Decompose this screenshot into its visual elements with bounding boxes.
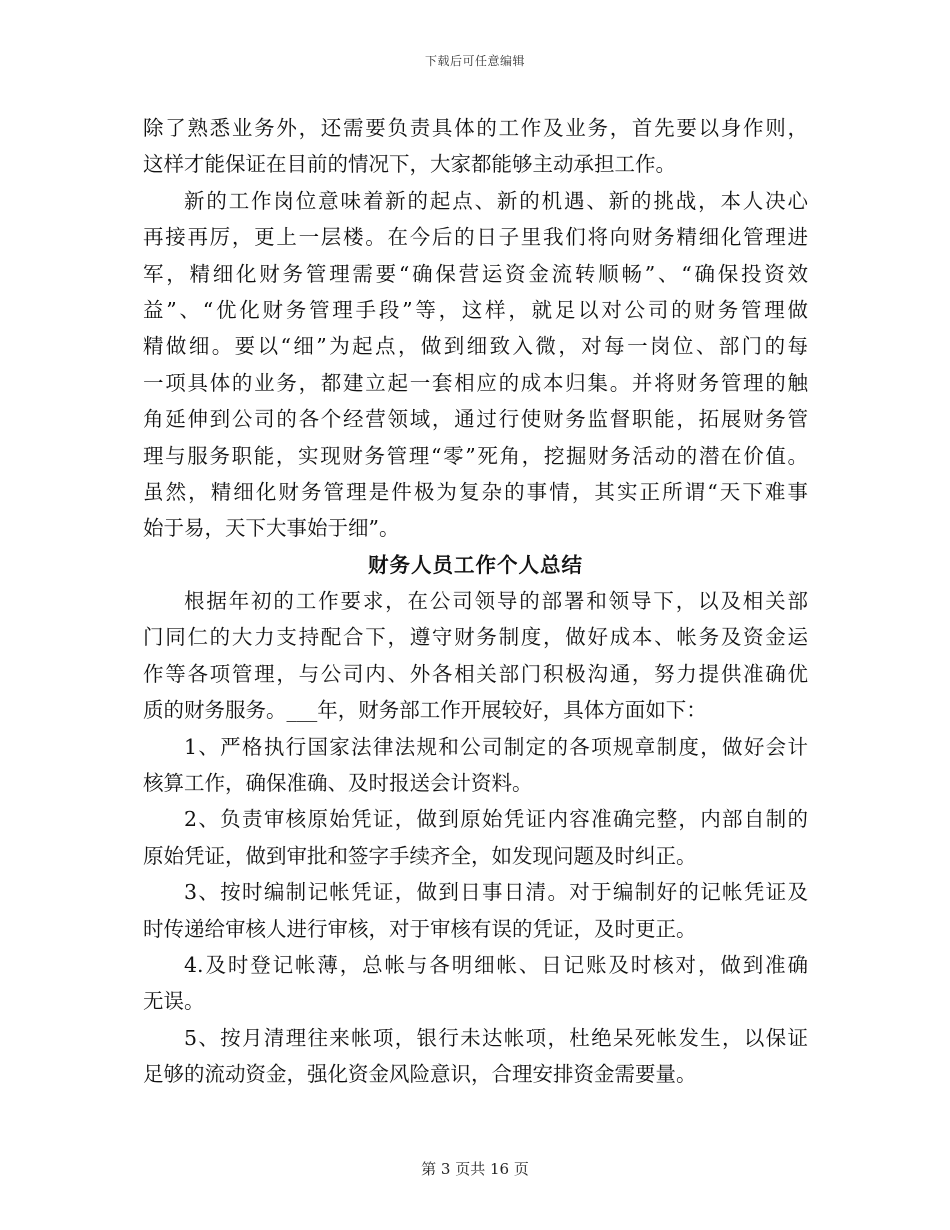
text-line: 2、负责审核原始凭证，做到原始凭证内容准确完整，内部自制的: [184, 807, 808, 832]
page-footer: 第 3 页共 16 页: [421, 1160, 529, 1178]
text-line: 再接再厉，更上一层楼。在今后的日子里我们将向财务精细化管理进: [143, 225, 808, 250]
text-line: 始于易，天下大事始于细”。: [143, 516, 400, 541]
text-line: 门同仁的大力支持配合下，遵守财务制度，做好成本、帐务及资金运: [143, 625, 808, 650]
paragraph: [143, 583, 808, 729]
paragraph: [143, 183, 808, 547]
text-line: 精做细。要以“细”为起点，做到细致入微，对每一岗位、部门的每: [143, 334, 808, 359]
text-line: 理与服务职能，实现财务管理“零”死角，挖掘财务活动的潜在价值。: [143, 443, 808, 468]
text-line: 虽然，精细化财务管理是件极为复杂的事情，其实正所谓“天下难事: [143, 479, 808, 504]
text-line: 原始凭证，做到审批和签字手续齐全，如发现问题及时纠正。: [143, 843, 697, 868]
text-line: 军，精细化财务管理需要“确保营运资金流转顺畅”、“确保投资效: [143, 261, 808, 286]
document-body: [143, 110, 808, 1093]
list-item: [143, 801, 808, 874]
text-line: 角延伸到公司的各个经营领域，通过行使财务监督职能，拓展财务管: [143, 407, 808, 432]
text-line: 时传递给审核人进行审核，对于审核有误的凭证，及时更正。: [143, 916, 697, 941]
text-line: 1、严格执行国家法律法规和公司制定的各项规章制度，做好会计: [184, 734, 808, 759]
list-item: [143, 729, 808, 802]
text-line: 除了熟悉业务外，还需要负责具体的工作及业务，首先要以身作则，: [143, 116, 808, 140]
list-item: [143, 874, 808, 947]
text-line: 4.及时登记帐薄，总帐与各明细帐、日记账及时核对，做到准确: [184, 952, 808, 977]
text-line: 足够的流动资金，强化资金风险意识，合理安排资金需要量。: [143, 1062, 697, 1087]
paragraph: [143, 110, 808, 183]
text-line: 这样才能保证在目前的情况下，大家都能够主动承担工作。: [143, 152, 676, 177]
text-line: 5、按月清理往来帐项，银行未达帐项，杜绝呆死帐发生，以保证: [184, 1025, 808, 1050]
page-header: 下载后可任意编辑: [424, 54, 525, 68]
text-line: 新的工作岗位意味着新的起点、新的机遇、新的挑战，本人决心: [184, 188, 808, 213]
text-line: 无误。: [143, 989, 205, 1014]
text-line: 作等各项管理，与公司内、外各相关部门积极沟通，努力提供准确优: [143, 661, 808, 686]
text-line: 3、按时编制记帐凭证，做到日事日清。对于编制好的记帐凭证及: [184, 880, 808, 905]
text-line: 核算工作，确保准确、及时报送会计资料。: [143, 771, 533, 796]
text-line: 质的财务服务。___年，财务部工作开展较好，具体方面如下：: [143, 698, 707, 723]
text-line: 根据年初的工作要求，在公司领导的部署和领导下，以及相关部: [184, 589, 808, 614]
list-item: [143, 1020, 808, 1093]
list-item: [143, 947, 808, 1020]
section-title: 财务人员工作个人总结: [368, 552, 583, 577]
text-line: 益”、“优化财务管理手段”等，这样，就足以对公司的财务管理做: [143, 297, 808, 322]
text-line: 一项具体的业务，都建立起一套相应的成本归集。并将财务管理的触: [143, 370, 808, 395]
